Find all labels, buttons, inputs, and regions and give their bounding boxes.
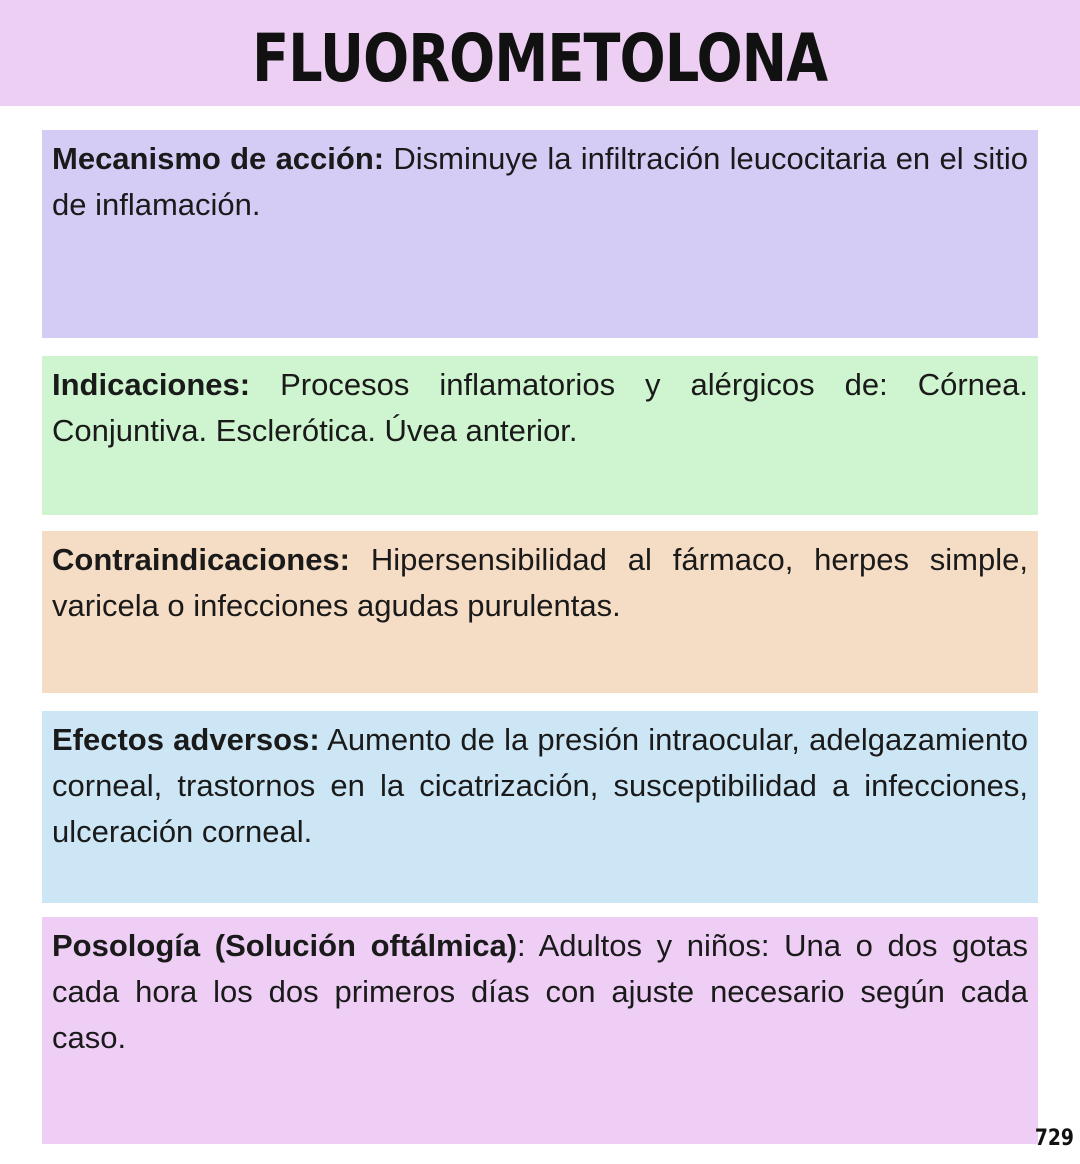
section-indications xyxy=(42,356,1038,515)
section-text: Aumento de la presión intraocular, adelgazamiento corneal, trastornos en la cicatrización, susceptibilidad a infecciones, ulceración corneal. xyxy=(52,722,1028,849)
section-text: Disminuye la infiltración leucocitaria en el sitio de inflamación. xyxy=(52,141,1028,222)
section-mechanism-of-action xyxy=(42,130,1038,338)
section-separator: : xyxy=(517,928,526,963)
page-title: FLUOROMETOLONA xyxy=(252,19,828,97)
section-dosage xyxy=(42,917,1038,1144)
section-text: Procesos inflamatorios y alérgicos de: Córnea. Conjuntiva. Esclerótica. Úvea anterior. xyxy=(52,367,1028,448)
section-paragraph xyxy=(52,537,1028,629)
section-contraindications xyxy=(42,531,1038,693)
section-text: Adultos y niños: Una o dos gotas cada hora los dos primeros días con ajuste necesario según cada caso. xyxy=(52,928,1028,1055)
page-number: 729 xyxy=(1034,1126,1074,1151)
section-paragraph xyxy=(52,923,1028,1061)
title-banner xyxy=(0,0,1080,106)
section-label: Efectos adversos: xyxy=(52,722,320,757)
section-adverse-effects xyxy=(42,711,1038,903)
section-label: Posología (Solución oftálmica) xyxy=(52,928,518,963)
section-paragraph xyxy=(52,136,1028,228)
section-label: Indicaciones: xyxy=(52,367,251,402)
section-label: Contraindicaciones: xyxy=(52,542,350,577)
section-paragraph xyxy=(52,717,1028,855)
section-paragraph xyxy=(52,362,1028,454)
section-text: Hipersensibilidad al fármaco, herpes simple, varicela o infecciones agudas purulentas. xyxy=(52,542,1028,623)
section-label: Mecanismo de acción: xyxy=(52,141,385,176)
